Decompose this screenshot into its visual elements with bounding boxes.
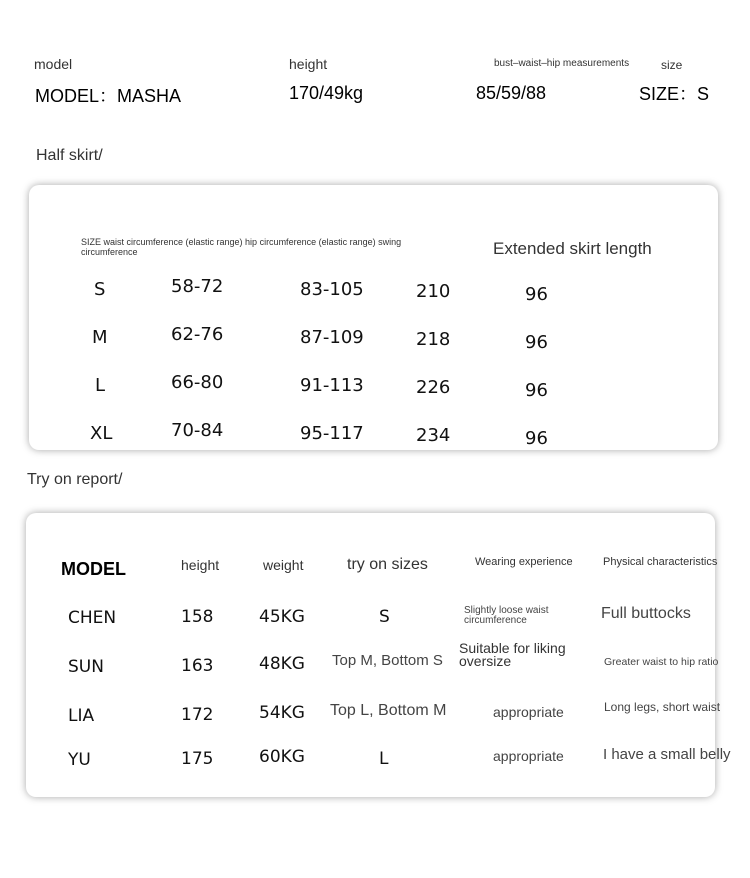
report-section-title: Try on report/ <box>27 471 123 488</box>
skirt-row-hip: 83-105 <box>300 279 364 300</box>
skirt-row-swing: 210 <box>416 281 451 302</box>
report-row-physical: Greater waist to hip ratio <box>604 656 719 668</box>
report-row-height: 172 <box>181 705 214 725</box>
skirt-row-size: L <box>95 375 106 396</box>
size-value: SIZE：S <box>639 84 710 104</box>
skirt-row-length: 96 <box>525 380 548 401</box>
skirt-row-size: S <box>94 279 106 300</box>
skirt-size-card <box>29 185 718 450</box>
report-row-experience: appropriate <box>493 704 564 720</box>
report-row-physical: Long legs, short waist <box>604 700 721 714</box>
report-row-weight: 45KG <box>259 607 305 627</box>
skirt-row-size: M <box>92 327 108 348</box>
report-row-size: L <box>379 749 389 769</box>
skirt-row-hip: 91-113 <box>300 375 364 396</box>
skirt-row-swing: 234 <box>416 425 451 446</box>
report-header-model: MODEL <box>61 559 126 579</box>
report-header-sizes: try on sizes <box>347 556 428 573</box>
report-header-weight: weight <box>263 557 304 573</box>
extended-length-label: Extended skirt length <box>493 239 652 258</box>
report-row-weight: 54KG <box>259 703 305 723</box>
report-row-size: S <box>379 607 390 627</box>
skirt-row-waist: 70-84 <box>171 420 224 441</box>
report-header-height: height <box>181 557 220 573</box>
model-value: MODEL：MASHA <box>35 86 182 106</box>
skirt-row-length: 96 <box>525 284 548 305</box>
report-row-height: 163 <box>181 656 214 676</box>
report-row-experience: Suitable for liking oversize <box>459 640 566 669</box>
report-row-model: SUN <box>68 657 104 677</box>
report-row-model: CHEN <box>68 608 117 628</box>
skirt-header-line1: SIZE waist circumference (elastic range) hip circumference (elastic range) swing <box>81 237 402 247</box>
skirt-header-line2: circumference <box>81 247 138 257</box>
skirt-row-swing: 218 <box>416 329 451 350</box>
report-row-size: Top M, Bottom S <box>332 652 443 669</box>
skirt-section-title: Half skirt/ <box>36 147 103 164</box>
size-label: size <box>661 58 683 72</box>
skirt-row-waist: 62-76 <box>171 324 224 345</box>
report-row-weight: 48KG <box>259 654 305 674</box>
report-row-size: Top L, Bottom M <box>330 702 447 719</box>
bwh-label: bust–waist–hip measurements <box>494 58 630 69</box>
report-row-experience: appropriate <box>493 748 564 764</box>
skirt-row-swing: 226 <box>416 377 451 398</box>
bwh-value: 85/59/88 <box>476 83 547 103</box>
report-row-height: 175 <box>181 749 214 769</box>
skirt-row-length: 96 <box>525 428 548 449</box>
report-row-model: YU <box>68 750 91 770</box>
skirt-row-waist: 66-80 <box>171 372 224 393</box>
model-label: model <box>34 56 73 72</box>
report-row-height: 158 <box>181 607 214 627</box>
skirt-row-hip: 95-117 <box>300 423 364 444</box>
skirt-row-length: 96 <box>525 332 548 353</box>
report-row-model: LIA <box>68 706 95 726</box>
skirt-row-hip: 87-109 <box>300 327 364 348</box>
report-row-physical: Full buttocks <box>601 605 691 622</box>
report-row-physical: I have a small belly <box>603 746 731 763</box>
height-label: height <box>289 56 328 72</box>
skirt-row-size: XL <box>90 423 113 444</box>
report-row-experience: Slightly loose waist circumference <box>464 605 549 626</box>
report-row-weight: 60KG <box>259 747 305 767</box>
report-header-experience: Wearing experience <box>475 556 573 568</box>
report-header-physical: Physical characteristics <box>603 556 718 568</box>
skirt-row-waist: 58-72 <box>171 276 224 297</box>
height-value: 170/49kg <box>289 83 364 103</box>
